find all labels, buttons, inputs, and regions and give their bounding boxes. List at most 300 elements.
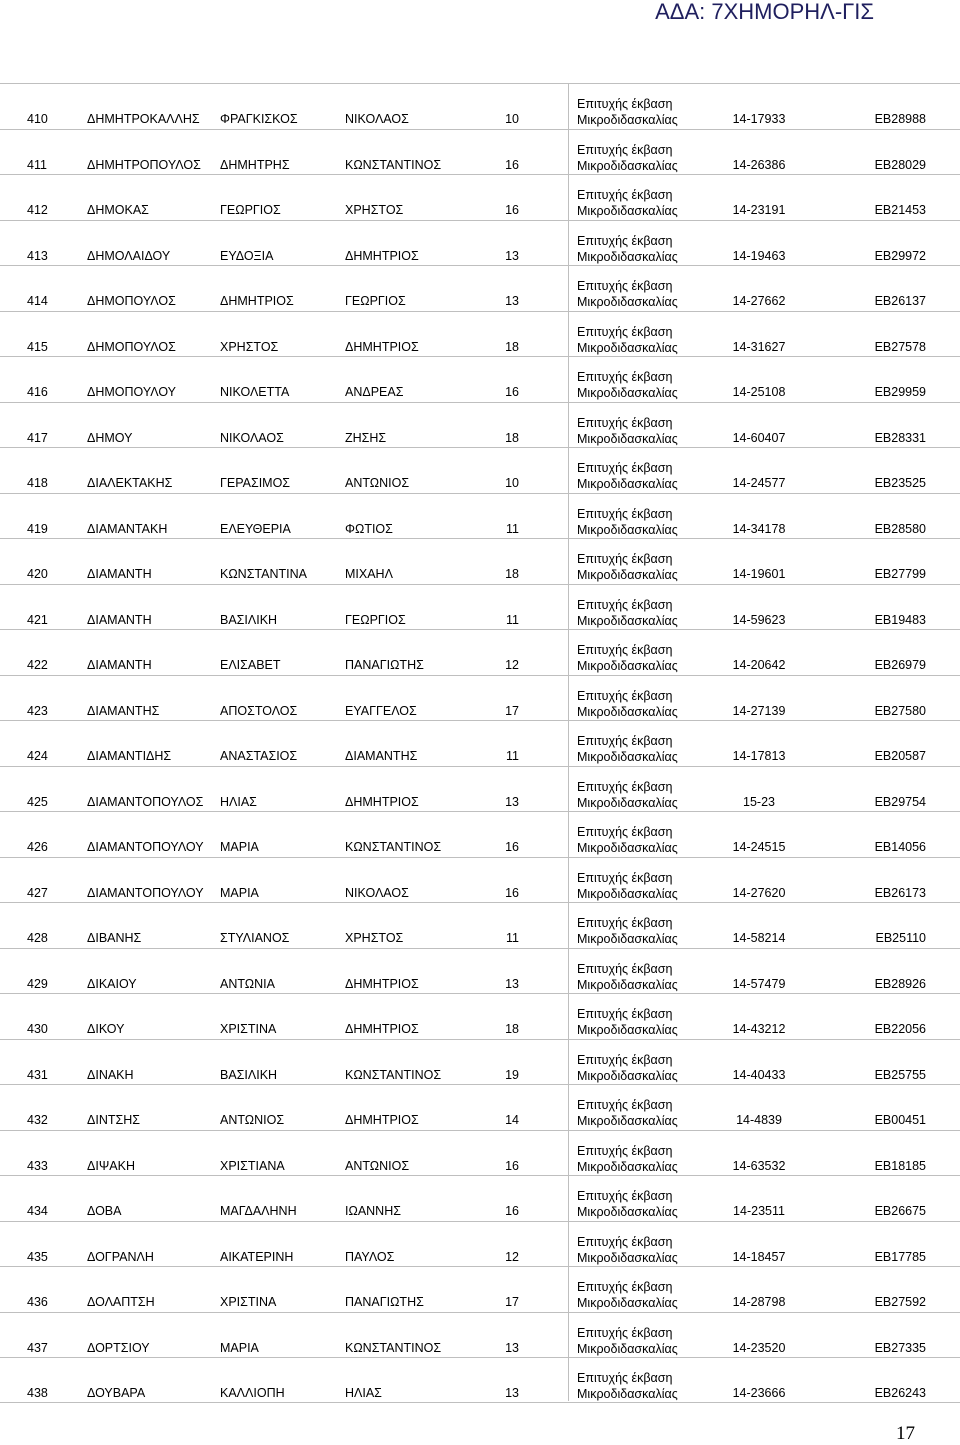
row-number: 434 [27,1204,48,1218]
first-name-cell: ΧΡΙΣΤΙΝΑ [220,1022,277,1036]
table-row [0,265,960,311]
value-cell: 13 [505,1386,519,1400]
registration-cell: ΕΒ26979 [874,658,926,672]
first-name-cell: ΣΤΥΛΙΑΝΟΣ [220,931,290,945]
row-number: 433 [27,1158,48,1173]
result-line-2: Μικροδιδασκαλίας [577,977,678,992]
surname-cell: ΔΟΡΤΣΙΟΥ [87,1340,150,1355]
registration-cell: ΕΒ23525 [874,476,926,490]
table-row [0,174,960,220]
code-cell: 14-23511 [733,1204,785,1218]
result-line-2: Μικροδιδασκαλίας [577,477,678,491]
surname-cell: ΔΗΜΟΠΟΥΛΟΣ [87,294,176,308]
row-number: 410 [27,112,48,126]
table-row [0,1039,960,1085]
row-number: 432 [27,1113,48,1127]
result-line-1: Επιτυχής έκβαση [577,142,673,157]
result-line-2: Μικροδιδασκαλίας [577,886,678,901]
first-name-cell: ΝΙΚΟΛΑΟΣ [220,430,284,445]
table-row [0,1175,960,1221]
value-cell: 18 [505,567,519,581]
first-name-cell: ΑΙΚΑΤΕΡΙΝΗ [220,1249,294,1264]
result-line-2: Μικροδιδασκαλίας [577,613,678,628]
column-divider [568,83,569,1401]
father-name-cell: ΔΙΑΜΑΝΤΗΣ [345,749,418,763]
code-cell: 14-28798 [732,1295,786,1309]
row-number: 429 [27,976,48,991]
value-cell: 11 [506,521,519,536]
surname-cell: ΔΗΜΟΛΑΙΔΟΥ [87,248,171,263]
result-line-1: Επιτυχής έκβαση [577,552,673,566]
table-row [0,447,960,493]
table-row [0,766,960,812]
code-cell: 14-27139 [732,703,786,718]
registration-cell: ΕΒ20587 [874,749,926,763]
registration-cell: ΕΒ25110 [875,931,926,945]
table-row [0,493,960,539]
surname-cell: ΔΟΛΑΠΤΣΗ [87,1295,155,1309]
result-cell [577,96,678,128]
registration-cell: ΕΒ28331 [874,430,926,445]
value-cell: 12 [505,1249,519,1264]
result-line-2: Μικροδιδασκαλίας [577,1387,678,1401]
father-name-cell: ΧΡΗΣΤΟΣ [345,203,404,217]
result-line-2: Μικροδιδασκαλίας [577,841,678,855]
result-line-1: Επιτυχής έκβαση [577,461,673,475]
first-name-cell: ΜΑΡΙΑ [220,885,259,900]
result-line-1: Επιτυχής έκβαση [577,870,673,885]
surname-cell: ΔΙΑΜΑΝΤΟΠΟΥΛΟΣ [87,794,204,809]
row-number: 428 [27,931,48,945]
row-number: 417 [27,430,48,445]
registration-cell: ΕΒ26675 [874,1204,926,1218]
registration-cell: ΕΒ26243 [874,1386,926,1400]
registration-cell: ΕΒ28029 [874,157,926,172]
first-name-cell: ΑΝΤΩΝΙΟΣ [220,1113,285,1127]
result-cell [577,187,678,219]
page-number: 17 [896,1423,915,1444]
first-name-cell: ΧΡΗΣΤΟΣ [220,339,279,354]
result-cell [577,1006,678,1038]
result-cell [577,278,678,310]
registration-cell: ΕΒ27578 [874,339,926,354]
value-cell: 16 [505,157,519,172]
first-name-cell: ΜΑΡΙΑ [220,1340,259,1355]
table-row [0,311,960,357]
result-cell [577,1097,678,1129]
code-cell: 14-23520 [732,1340,786,1355]
father-name-cell: ΜΙΧΑΗΛ [345,567,393,581]
table-row [0,993,960,1039]
result-line-1: Επιτυχής έκβαση [577,188,673,202]
first-name-cell: ΕΥΔΟΞΙΑ [220,248,274,263]
result-cell [577,1052,678,1084]
surname-cell: ΔΙΒΑΝΗΣ [87,931,142,945]
surname-cell: ΔΙΑΜΑΝΤΙΔΗΣ [87,749,172,763]
first-name-cell: ΜΑΓΔΑΛΗΝΗ [220,1204,297,1218]
row-number: 415 [27,339,48,354]
surname-cell: ΔΗΜΟΥ [87,430,133,445]
result-cell [577,369,678,401]
registration-cell: ΕΒ26173 [874,885,926,900]
row-number: 435 [27,1249,48,1264]
row-number: 436 [27,1295,48,1309]
row-number: 414 [27,294,48,308]
registration-cell: ΕΒ22056 [874,1022,926,1036]
first-name-cell: ΚΩΝΣΤΑΝΤΙΝΑ [220,567,307,581]
surname-cell: ΔΙΝΤΣΗΣ [87,1113,140,1127]
code-cell: 14-43212 [732,1022,786,1036]
table-row [0,675,960,721]
result-line-1: Επιτυχής έκβαση [577,1280,673,1294]
result-cell [577,506,678,538]
result-line-1: Επιτυχής έκβαση [577,643,673,657]
code-cell: 15-23 [743,794,775,809]
value-cell: 16 [505,885,519,900]
result-cell [577,688,678,720]
registration-cell: ΕΒ29959 [874,385,926,399]
result-cell [577,1279,678,1311]
table-row [0,1130,960,1176]
code-cell: 14-58214 [732,931,786,945]
result-cell [577,597,678,629]
row-number: 423 [27,703,48,718]
result-line-2: Μικροδιδασκαλίας [577,522,678,537]
father-name-cell: ΝΙΚΟΛΑΟΣ [345,885,409,900]
first-name-cell: ΜΑΡΙΑ [220,840,259,854]
result-line-1: Επιτυχής έκβαση [577,734,673,748]
code-cell: 14-63532 [732,1158,786,1173]
result-line-2: Μικροδιδασκαλίας [577,1114,678,1128]
registration-cell: ΕΒ14056 [874,840,926,854]
row-number: 430 [27,1022,48,1036]
row-number: 420 [27,567,48,581]
code-cell: 14-23666 [732,1386,786,1400]
surname-cell: ΔΟΓΡΑΝΛΗ [87,1249,154,1264]
registration-cell: ΕΒ27799 [874,567,926,581]
table-row [0,811,960,857]
first-name-cell: ΑΝΤΩΝΙΑ [220,976,275,991]
result-line-1: Επιτυχής έκβαση [577,279,673,293]
table-row [0,1357,960,1403]
value-cell: 12 [505,658,519,672]
value-cell: 18 [505,430,519,445]
result-cell [577,733,678,765]
result-cell [577,415,678,447]
result-line-1: Επιτυχής έκβαση [577,506,673,521]
value-cell: 14 [505,1113,519,1127]
result-line-2: Μικροδιδασκαλίας [577,795,678,810]
first-name-cell: ΗΛΙΑΣ [220,794,257,809]
father-name-cell: ΑΝΤΩΝΙΟΣ [345,476,410,490]
result-line-2: Μικροδιδασκαλίας [577,750,678,764]
result-line-1: Επιτυχής έκβαση [577,1007,673,1021]
table-row [0,1312,960,1358]
first-name-cell: ΝΙΚΟΛΕΤΤΑ [220,385,290,399]
surname-cell: ΔΙΑΜΑΝΤΗ [87,567,152,581]
result-cell [577,324,678,356]
registration-cell: ΕΒ25755 [874,1067,926,1082]
surname-cell: ΔΗΜΟΠΟΥΛΟΥ [87,385,177,399]
surname-cell: ΔΟΥΒΑΡΑ [87,1386,146,1400]
registration-cell: ΕΒ28580 [874,521,926,536]
result-cell [577,142,678,174]
registration-cell: ΕΒ27580 [874,703,926,718]
father-name-cell: ΠΑΝΑΓΙΩΤΗΣ [345,658,424,672]
father-name-cell: ΚΩΝΣΤΑΝΤΙΝΟΣ [345,1067,442,1082]
table-row [0,948,960,994]
result-line-1: Επιτυχής έκβαση [577,1143,673,1158]
table-row [0,356,960,402]
row-number: 416 [27,385,48,399]
result-cell [577,870,678,902]
result-cell [577,642,678,674]
surname-cell: ΔΙΑΜΑΝΤΟΠΟΥΛΟΥ [87,885,204,900]
result-line-1: Επιτυχής έκβαση [577,1189,673,1203]
first-name-cell: ΕΛΙΣΑΒΕΤ [220,658,281,672]
father-name-cell: ΔΗΜΗΤΡΙΟΣ [345,339,419,354]
code-cell: 14-34178 [732,521,786,536]
registration-cell: ΕΒ26137 [874,294,926,308]
row-number: 421 [27,612,48,627]
first-name-cell: ΓΕΩΡΓΙΟΣ [220,203,281,217]
value-cell: 18 [505,1022,519,1036]
row-number: 425 [27,794,48,809]
value-cell: 16 [505,385,519,399]
code-cell: 14-24577 [732,476,786,490]
value-cell: 19 [505,1067,519,1082]
first-name-cell: ΧΡΙΣΤΙΑΝΑ [220,1158,285,1173]
result-line-1: Επιτυχής έκβαση [577,779,673,794]
first-name-cell: ΕΛΕΥΘΕΡΙΑ [220,521,291,536]
surname-cell: ΔΙΑΜΑΝΤΗ [87,658,152,672]
result-line-1: Επιτυχής έκβαση [577,370,673,384]
result-line-2: Μικροδιδασκαλίας [577,932,678,946]
surname-cell: ΔΙΑΛΕΚΤΑΚΗΣ [87,476,173,490]
father-name-cell: ΠΑΝΑΓΙΩΤΗΣ [345,1295,424,1309]
result-cell [577,1188,678,1220]
father-name-cell: ΚΩΝΣΤΑΝΤΙΝΟΣ [345,157,442,172]
father-name-cell: ΔΗΜΗΤΡΙΟΣ [345,1022,419,1036]
surname-cell: ΔΙΑΜΑΝΤΗ [87,612,152,627]
father-name-cell: ΙΩΑΝΝΗΣ [345,1204,401,1218]
result-cell [577,1370,678,1402]
row-number: 424 [27,749,48,763]
first-name-cell: ΔΗΜΗΤΡΗΣ [220,157,290,172]
result-line-1: Επιτυχής έκβαση [577,1098,673,1112]
registration-cell: ΕΒ28988 [874,112,926,126]
surname-cell: ΔΙΑΜΑΝΤΟΠΟΥΛΟΥ [87,840,204,854]
father-name-cell: ΚΩΝΣΤΑΝΤΙΝΟΣ [345,1340,442,1355]
surname-cell: ΔΗΜΗΤΡΟΚΑΛΛΗΣ [87,112,200,126]
row-number: 411 [27,157,47,172]
surname-cell: ΔΙΑΜΑΝΤΗΣ [87,703,160,718]
value-cell: 16 [505,1158,519,1173]
row-number: 437 [27,1340,48,1355]
value-cell: 13 [505,1340,519,1355]
surname-cell: ΔΗΜΟΚΑΣ [87,203,149,217]
table-row [0,902,960,948]
first-name-cell: ΑΠΟΣΤΟΛΟΣ [220,703,298,718]
result-line-2: Μικροδιδασκαλίας [577,340,678,355]
code-cell: 14-40433 [732,1067,786,1082]
father-name-cell: ΝΙΚΟΛΑΟΣ [345,112,409,126]
father-name-cell: ΔΗΜΗΤΡΙΟΣ [345,976,419,991]
result-line-2: Μικροδιδασκαλίας [577,568,678,582]
surname-cell: ΔΟΒΑ [87,1204,122,1218]
result-line-2: Μικροδιδασκαλίας [577,1250,678,1265]
code-cell: 14-59623 [732,612,786,627]
code-cell: 14-31627 [732,339,786,354]
father-name-cell: ΔΗΜΗΤΡΙΟΣ [345,248,419,263]
table-row [0,857,960,903]
result-line-1: Επιτυχής έκβαση [577,1371,673,1385]
code-cell: 14-23191 [732,203,786,217]
code-cell: 14-25108 [732,385,786,399]
father-name-cell: ΚΩΝΣΤΑΝΤΙΝΟΣ [345,840,442,854]
row-number: 431 [27,1067,48,1082]
value-cell: 16 [505,1204,519,1218]
registration-cell: ΕΒ17785 [874,1249,926,1264]
result-cell [577,551,678,583]
result-line-1: Επιτυχής έκβαση [577,1052,673,1067]
result-line-2: Μικροδιδασκαλίας [577,158,678,173]
first-name-cell: ΓΕΡΑΣΙΜΟΣ [220,476,291,490]
first-name-cell: ΚΑΛΛΙΟΠΗ [220,1386,285,1400]
surname-cell: ΔΙΑΜΑΝΤΑΚΗ [87,521,168,536]
row-number: 418 [27,476,48,490]
result-line-2: Μικροδιδασκαλίας [577,204,678,218]
result-line-1: Επιτυχής έκβαση [577,688,673,703]
result-line-1: Επιτυχής έκβαση [577,415,673,430]
code-cell: 14-24515 [732,840,786,854]
code-cell: 14-26386 [732,157,786,172]
result-line-2: Μικροδιδασκαλίας [577,1068,678,1083]
result-cell [577,824,678,856]
table-row [0,720,960,766]
result-line-1: Επιτυχής έκβαση [577,233,673,248]
registration-cell: ΕΒ19483 [874,612,926,627]
father-name-cell: ΦΩΤΙΟΣ [345,521,393,536]
value-cell: 11 [506,931,519,945]
result-line-2: Μικροδιδασκαλίας [577,1159,678,1174]
code-cell: 14-57479 [732,976,786,991]
result-cell [577,961,678,993]
result-cell [577,1325,678,1357]
code-cell: 14-27620 [732,885,786,900]
result-line-2: Μικροδιδασκαλίας [577,386,678,400]
table-row [0,1084,960,1130]
table-row [0,538,960,584]
value-cell: 10 [505,112,519,126]
result-line-2: Μικροδιδασκαλίας [577,295,678,309]
registration-cell: ΕΒ00451 [874,1113,926,1127]
father-name-cell: ΓΕΩΡΓΙΟΣ [345,294,406,308]
code-cell: 14-27662 [732,294,786,308]
result-cell [577,779,678,811]
registration-cell: ΕΒ29972 [874,248,926,263]
father-name-cell: ΓΕΩΡΓΙΟΣ [345,612,406,627]
father-name-cell: ΔΗΜΗΤΡΙΟΣ [345,1113,419,1127]
result-line-1: Επιτυχής έκβαση [577,97,673,111]
father-name-cell: ΑΝΔΡΕΑΣ [345,385,404,399]
first-name-cell: ΒΑΣΙΛΙΚΗ [220,612,278,627]
registration-cell: ΕΒ27592 [874,1295,926,1309]
surname-cell: ΔΙΚΟΥ [87,1022,125,1036]
row-number: 426 [27,840,48,854]
father-name-cell: ΔΗΜΗΤΡΙΟΣ [345,794,419,809]
row-number: 422 [27,658,48,672]
ada-header: ΑΔΑ: 7ΧΗΜΟΡΗΛ-ΓΙΣ [655,0,874,24]
row-number: 419 [27,521,48,536]
first-name-cell: ΔΗΜΗΤΡΙΟΣ [220,294,294,308]
result-line-1: Επιτυχής έκβαση [577,1325,673,1340]
result-line-1: Επιτυχής έκβαση [577,916,673,930]
result-line-1: Επιτυχής έκβαση [577,1234,673,1249]
first-name-cell: ΒΑΣΙΛΙΚΗ [220,1067,278,1082]
results-table [0,83,960,1403]
value-cell: 11 [506,749,519,763]
code-cell: 14-19463 [732,248,786,263]
code-cell: 14-4839 [736,1113,782,1127]
father-name-cell: ΑΝΤΩΝΙΟΣ [345,1158,410,1173]
value-cell: 16 [505,203,519,217]
row-number: 438 [27,1386,48,1400]
first-name-cell: ΦΡΑΓΚΙΣΚΟΣ [220,112,298,126]
registration-cell: ΕΒ18185 [874,1158,926,1173]
row-number: 427 [27,885,48,900]
result-cell [577,233,678,265]
table-row [0,629,960,675]
registration-cell: ΕΒ29754 [874,794,926,809]
result-line-2: Μικροδιδασκαλίας [577,1205,678,1219]
result-line-2: Μικροδιδασκαλίας [577,249,678,264]
code-cell: 14-20642 [732,658,786,672]
father-name-cell: ΗΛΙΑΣ [345,1386,382,1400]
table-row [0,83,960,129]
result-line-2: Μικροδιδασκαλίας [577,1296,678,1310]
result-cell [577,1143,678,1175]
code-cell: 14-17813 [732,749,786,763]
surname-cell: ΔΗΜΗΤΡΟΠΟΥΛΟΣ [87,157,201,172]
code-cell: 14-60407 [732,430,786,445]
table-row [0,1266,960,1312]
result-line-1: Επιτυχής έκβαση [577,324,673,339]
registration-cell: ΕΒ27335 [874,1340,926,1355]
father-name-cell: ΧΡΗΣΤΟΣ [345,931,404,945]
father-name-cell: ΠΑΥΛΟΣ [345,1249,395,1264]
registration-cell: ΕΒ21453 [874,203,926,217]
surname-cell: ΔΙΚΑΙΟΥ [87,976,137,991]
result-line-2: Μικροδιδασκαλίας [577,431,678,446]
result-cell [577,915,678,947]
result-line-2: Μικροδιδασκαλίας [577,1341,678,1356]
surname-cell: ΔΙΝΑΚΗ [87,1067,134,1082]
result-cell [577,460,678,492]
value-cell: 13 [505,248,519,263]
row-number: 412 [27,203,48,217]
father-name-cell: ΖΗΣΗΣ [345,430,387,445]
result-line-2: Μικροδιδασκαλίας [577,113,678,127]
result-line-1: Επιτυχής έκβαση [577,961,673,976]
value-cell: 17 [505,1295,519,1309]
first-name-cell: ΑΝΑΣΤΑΣΙΟΣ [220,749,298,763]
result-line-2: Μικροδιδασκαλίας [577,659,678,673]
value-cell: 13 [505,976,519,991]
result-line-1: Επιτυχής έκβαση [577,597,673,612]
value-cell: 17 [505,703,519,718]
value-cell: 16 [505,840,519,854]
